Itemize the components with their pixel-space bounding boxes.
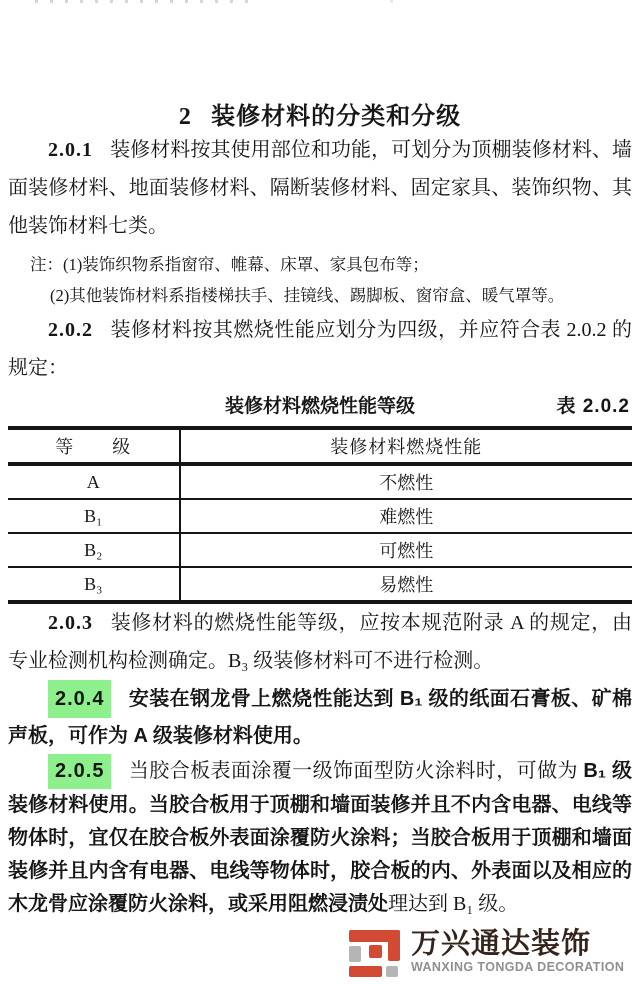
- grade-cell: B₃: [8, 567, 180, 602]
- clause-text-bold: B₁ 级装修材料使用。当胶合板用于顶棚和墙面装修并且不内含电器、电线等物体时，宜仅在胶合板外表面涂覆防火涂料；当胶合板用于顶棚和墙面装修并且内含有电器、电线等物体时，胶合板的内、外表面以及相应的木龙骨应涂覆防火涂料，或采用阻燃浸渍处: [8, 760, 632, 915]
- logo-block: [386, 966, 398, 977]
- notes-block: [8, 249, 632, 311]
- wanxing-logo-icon: [348, 925, 404, 979]
- highlighted-clause-number: 2.0.4: [48, 680, 111, 718]
- clause-2-0-1: [8, 131, 632, 245]
- performance-cell: 难燃性: [180, 499, 632, 533]
- clause-text: 装修材料按其燃烧性能应划分为四级，并应符合表 2.0.2 的规定：: [8, 319, 632, 379]
- clause-text: 装修材料按其使用部位和功能，可划分为顶棚装修材料、墙面装修材料、地面装修材料、隔断装修材料、固定家具、装饰织物、其他装饰材料七类。: [8, 139, 632, 237]
- grade-cell: B₂: [8, 533, 180, 567]
- chapter-number: 2: [178, 104, 192, 130]
- performance-cell: 不燃性: [379, 473, 434, 493]
- table-row: [8, 464, 632, 499]
- table-header-row: [8, 428, 632, 464]
- column-header-performance: 装修材料燃烧性能: [180, 428, 632, 464]
- table-row: [8, 499, 632, 533]
- note-item: 注：(1)装饰织物系指窗帘、帷幕、床罩、家具包布等；: [30, 255, 429, 274]
- column-header-grade: 等 级: [8, 428, 180, 464]
- clause-text-tail: 理达到 B₁ 级。: [388, 893, 519, 915]
- grade-cell: B₁: [8, 499, 180, 533]
- logo-block: [369, 945, 382, 958]
- table-number-label: 表 2.0.2: [556, 396, 630, 417]
- logo-block: [349, 966, 382, 977]
- logo-block: [349, 946, 361, 962]
- burning-performance-table: [8, 426, 632, 604]
- table-row: [8, 533, 632, 567]
- clause-2-0-4: [8, 680, 632, 754]
- clause-text-lead: 当胶合板表面涂覆一级饰面型防火涂料时，可做为: [128, 760, 584, 782]
- clause-2-0-3: [8, 604, 632, 680]
- grade-cell: A: [8, 464, 180, 499]
- clipped-text-remnant: [390, 0, 404, 3]
- page-title: [8, 0, 632, 131]
- watermark-text: [411, 929, 624, 975]
- table-title: 装修材料燃烧性能等级: [224, 396, 415, 417]
- watermark-english-name: WANXING TONGDA DECORATION: [411, 960, 625, 974]
- clause-text: 安装在钢龙骨上燃烧性能达到 B₁ 级的纸面石膏板、矿棉声板，可作为 A 级装修材料使用。: [8, 688, 632, 747]
- clipped-text-remnant: [35, 0, 250, 3]
- clause-number: 2.0.2: [48, 319, 93, 341]
- note-item: (2)其他装饰材料系指楼梯扶手、挂镜线、踢脚板、窗帘盒、暖气罩等。: [50, 286, 565, 305]
- logo-block: [388, 930, 400, 961]
- clause-text: 装修材料的燃烧性能等级，应按本规范附录 A 的规定，由专业检测机构检测确定。B₃ 级装修材料可不进行检测。: [8, 612, 632, 672]
- clause-number: 2.0.3: [48, 612, 93, 634]
- highlighted-clause-number: 2.0.5: [48, 754, 111, 789]
- clause-2-0-5: [8, 754, 632, 921]
- clause-number: 2.0.1: [48, 139, 93, 161]
- performance-cell: 可燃性: [180, 533, 632, 567]
- clause-2-0-2: [8, 311, 632, 387]
- table-row: [8, 567, 632, 602]
- watermark-logo: [348, 920, 632, 984]
- chapter-title: 装修材料的分类和分级: [211, 104, 462, 130]
- watermark-chinese-name: 万兴通达装饰: [411, 928, 592, 960]
- table-caption: [8, 393, 632, 421]
- performance-cell: 易燃性: [180, 567, 632, 602]
